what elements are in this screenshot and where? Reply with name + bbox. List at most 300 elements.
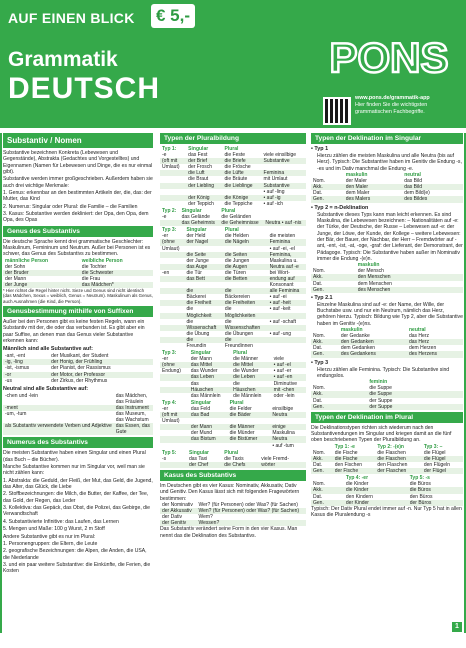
- table-cell: das Auge: [184, 264, 222, 270]
- table-cell: die Chefs: [222, 462, 259, 468]
- table-cell: Typ 2: -(e)n: [377, 443, 404, 450]
- plural-declension-table: [311, 444, 463, 474]
- table-cell: Typ 1:: [162, 146, 177, 152]
- brand-text: PONS: [329, 34, 449, 81]
- table-cell: alle Feminina: [268, 288, 306, 294]
- table-cell: Feminina: [268, 239, 306, 245]
- table-cell: die Männer: [233, 356, 259, 363]
- table-cell: -ant, -ent: [5, 353, 26, 360]
- table-cell: maskulin: [345, 172, 368, 179]
- section-body: Die Deklinationstypen richten sich wiederum nach den Substantivendungen im Singular und kriegen damit an die fünf oben beschriebenen Typen der Pluralbildung an.: [311, 424, 452, 444]
- table-cell: die: [223, 337, 268, 343]
- table-cell: • auf -tum: [272, 442, 294, 449]
- table-cell: wörter: [259, 462, 306, 468]
- table-row: [311, 351, 463, 357]
- table-cell: • auf -ei: [269, 294, 287, 301]
- table-cell: der Büros: [408, 500, 463, 506]
- table-cell: -or: [3, 372, 49, 378]
- table-row: [3, 393, 153, 405]
- table-cell: -e: [162, 152, 167, 159]
- table-cell: [160, 393, 189, 399]
- table-row: [3, 378, 153, 384]
- table-cell: Akk.: [311, 391, 367, 397]
- table-cell: den Kindern: [345, 493, 373, 500]
- table-cell: den Büros: [409, 493, 433, 500]
- table-row: [160, 201, 306, 207]
- table-cell: die Tochter: [81, 263, 107, 270]
- table-cell: des Herzens: [407, 351, 463, 357]
- table-cell: • auf -ei, -el: [269, 245, 295, 252]
- table-cell: die Jungen: [224, 257, 250, 264]
- table-cell: die Flaschen: [377, 449, 406, 456]
- plural-type-table: [160, 227, 306, 349]
- table-cell: der Frosch: [188, 164, 213, 171]
- table-row: [311, 196, 463, 202]
- table-cell: die Luft: [186, 170, 222, 176]
- table-cell: endung auf: [268, 276, 306, 282]
- table-cell: das Mädchen*: [80, 282, 153, 288]
- column-3: [311, 133, 463, 518]
- type-label: • Typ 2 = n-Deklination: [311, 204, 369, 211]
- table-cell: der Nominativ: [162, 501, 193, 508]
- table-cell: die meisten: [269, 233, 296, 240]
- table-cell: Endung): [162, 368, 181, 375]
- table-cell: Dat.: [313, 462, 323, 469]
- table-cell: der Motor, der Professor: [49, 372, 153, 378]
- table-cell: Typ 4:: [162, 399, 177, 406]
- table-cell: mit -chen: [272, 387, 306, 393]
- table-cell: Plural: [221, 207, 236, 214]
- table-cell: das Bild: [404, 178, 423, 185]
- table-cell: [160, 462, 187, 468]
- table-cell: der Suppe: [367, 404, 463, 410]
- table-cell: der Mann: [189, 424, 228, 430]
- table-cell: der Gedanke: [340, 333, 370, 340]
- genus-table: [3, 258, 153, 288]
- table-cell: die Augen: [223, 264, 268, 270]
- table-cell: der Dativ: [162, 514, 183, 521]
- paragraph: Andere Substantive gibt es nur im Plural:: [3, 533, 96, 540]
- table-cell: das Bad: [189, 412, 228, 418]
- qr-code-icon[interactable]: [323, 97, 351, 125]
- table-cell: (oft mit: [160, 412, 189, 418]
- table-cell: die Büros: [408, 487, 463, 493]
- table-cell: das Herz: [407, 339, 463, 345]
- table-cell: Wer? (für Personen) oder Was? (für Sachen): [198, 501, 298, 508]
- table-cell: die: [224, 318, 232, 325]
- table-cell: -er: [162, 405, 169, 412]
- table-cell: das Fest: [188, 152, 208, 159]
- table-cell: [160, 201, 186, 207]
- table-cell: die Leben: [231, 374, 272, 380]
- paragraph: 3. und ein paar weitere Substantive: die Einkünfte, die Ferien, die Kosten: [3, 561, 151, 575]
- table-cell: die Männlein: [233, 392, 262, 399]
- table-cell: Maskulina u.: [269, 257, 298, 264]
- table-cell: die Flügel: [422, 456, 463, 462]
- table-cell: • auf -ig: [262, 195, 306, 201]
- table-cell: die Briefe: [223, 158, 262, 164]
- table-row: [311, 287, 463, 293]
- plural-type-table: [160, 400, 306, 449]
- table-cell: Nom.: [313, 268, 325, 275]
- table-cell: das Instrument: [114, 405, 153, 411]
- table-cell: maskulin: [340, 327, 363, 334]
- table-cell: der Mund: [190, 430, 213, 437]
- type-text: Hierzu zählen alle Feminina. Typisch: Die Substantive sind endungslos.: [317, 366, 450, 379]
- table-cell: den Flaschen: [377, 462, 408, 469]
- table-cell: Substantive: [262, 183, 306, 189]
- table-cell: die Suppe: [369, 385, 392, 392]
- table-cell: das Männlein: [190, 392, 221, 399]
- table-cell: dem Herzen: [408, 345, 437, 352]
- table-cell: die Frösche: [224, 164, 251, 171]
- table-cell: Typ 2:: [162, 207, 177, 214]
- table-cell: die Fische: [333, 456, 376, 462]
- table-cell: -en: [162, 269, 170, 276]
- table-cell: Akk.: [311, 184, 344, 190]
- table-cell: [160, 343, 184, 349]
- subsection-title: Neutral sind alle Substantive auf:: [3, 385, 89, 392]
- table-cell: die Geheimnisse: [219, 220, 263, 226]
- table-cell: der Honig, der Frühling: [49, 359, 153, 365]
- promo-url[interactable]: www.pons.de/grammatik-app: [355, 95, 430, 101]
- page-number: 1: [452, 622, 462, 632]
- pons-logo: [323, 26, 455, 88]
- footnote: * Hier richtet die Regel hinter nicht. Sieze und Genus sind nicht identisch (das Mädchen, Sexus = weiblich, Genus = Neutrum). Maskulinum als Genus, auch Ausnahmen (die Kind, die Person).: [3, 288, 153, 304]
- series-label: AUF EINEN BLICK: [8, 10, 135, 26]
- table-cell: das Geheimnis: [180, 220, 220, 226]
- plural-types: [160, 146, 306, 468]
- table-cell: den Maler: [344, 184, 402, 190]
- table-cell: Substantive: [262, 158, 306, 164]
- table-cell: die Tür: [186, 269, 202, 276]
- table-cell: -er: [162, 356, 169, 363]
- table-cell: Wessen?: [196, 520, 306, 526]
- table-cell: viele einsilbige: [263, 152, 297, 159]
- declension-table: [311, 172, 463, 202]
- section-body: [3, 150, 153, 224]
- table-cell: dem Menschen: [357, 280, 392, 287]
- table-cell: das Bistum: [189, 436, 228, 442]
- table-cell: Nom.: [313, 481, 325, 488]
- table-cell: [228, 443, 271, 449]
- table-cell: der Genitiv: [160, 520, 196, 526]
- table-cell: Plural: [229, 399, 244, 406]
- table-cell: die Kinder: [344, 487, 408, 493]
- table-cell: Dat.: [313, 345, 323, 352]
- table-cell: Singular: [188, 449, 209, 456]
- table-cell: [160, 443, 189, 449]
- table-cell: einsilbige: [272, 405, 294, 412]
- table-cell: [160, 220, 180, 226]
- table-cell: Singular: [181, 207, 202, 214]
- table-cell: (oft mit: [160, 158, 186, 164]
- table-cell: das Gelände: [181, 214, 210, 221]
- table-cell: oder -lein: [273, 392, 295, 399]
- table-cell: Nom.: [313, 385, 325, 392]
- table-cell: • auf -ling: [263, 188, 285, 195]
- table-cell: Singular: [190, 399, 211, 406]
- column-2: [160, 133, 306, 539]
- table-cell: der Fische: [333, 468, 376, 474]
- table-cell: das Bild: [402, 184, 463, 190]
- type-label: • Typ 1: [311, 146, 329, 152]
- table-cell: das Bett: [184, 276, 222, 282]
- table-cell: mit Umlaut: [263, 176, 288, 183]
- table-cell: -us: [5, 377, 12, 384]
- table-cell: des Gedankens: [339, 351, 407, 357]
- table-cell: Akk.: [311, 274, 356, 280]
- table-row: [3, 411, 153, 423]
- table-cell: der Mann: [5, 276, 27, 283]
- page-title: Grammatik: [8, 48, 118, 71]
- table-cell: die Flaschen: [375, 456, 421, 462]
- plural-type-table: [160, 450, 306, 468]
- table-cell: -ment: [3, 405, 114, 411]
- table-cell: Umlaut): [162, 418, 180, 425]
- table-row: [160, 443, 306, 449]
- table-cell: die: [186, 318, 194, 325]
- table-cell: der Kinder: [344, 500, 408, 506]
- table-cell: die Bistümer: [228, 436, 271, 442]
- table-cell: Gen.: [311, 351, 339, 357]
- table-cell: die: [223, 288, 268, 294]
- table-cell: Nom.: [313, 178, 325, 185]
- table-cell: Singular: [186, 227, 207, 234]
- table-cell: -er: [162, 233, 169, 240]
- table-cell: die Mittel: [231, 362, 272, 368]
- table-cell: die Büros: [409, 481, 431, 488]
- table-cell: Diminutive: [273, 380, 298, 387]
- table-cell: der Junge: [3, 282, 80, 288]
- table-cell: das Wunder: [190, 368, 218, 375]
- table-cell: die Fische: [334, 449, 358, 456]
- table-cell: der Mann: [190, 356, 212, 363]
- column-1: [3, 133, 153, 576]
- table-cell: den Flügeln: [423, 462, 450, 469]
- table-cell: der Junge: [186, 257, 209, 264]
- table-cell: -ig, -ling: [3, 359, 49, 365]
- table-row: [311, 404, 463, 410]
- table-row: [3, 423, 153, 435]
- plural-type-table: [160, 208, 306, 226]
- table-cell: Dat.: [313, 190, 323, 197]
- table-cell: Singular: [188, 146, 209, 152]
- type-label: • Typ 3: [311, 359, 329, 366]
- table-cell: Konsonant: [269, 282, 294, 289]
- table-cell: Typ 5:: [162, 449, 177, 456]
- table-cell: Dat.: [313, 397, 323, 404]
- table-cell: -e: [162, 214, 167, 221]
- table-cell: des Bildes: [402, 196, 463, 202]
- table-cell: die Felder: [229, 405, 252, 412]
- plural-type-table: [160, 350, 306, 399]
- table-cell: Feminina,: [268, 252, 306, 258]
- plural-declension-table: [311, 475, 463, 505]
- table-cell: die Seiten: [223, 252, 268, 258]
- table-cell: die: [233, 380, 240, 387]
- table-cell: Nom.: [313, 449, 325, 456]
- table-cell: die Taxis: [224, 455, 244, 462]
- section-heading: Kasus des Substantivs: [160, 470, 306, 481]
- type-text: Substantive dieses Typs kann man leicht erkennen. Es sind Maskulina, die Lebewesen bezeichnen: – Nationalitäten auf -e: der Türke, der Deutsche, der Russe – Lebewesen auf -e: der Junge, der Löwe, der Kunde, der Kollege – weitere Lebewesen: der Bär, der Bauer, der Nachbar, der Herr – Fremdwörter auf -ant, -ent, -ist, -at, -oge, -graf: der Lieferant, der Demonstrant, der Pädagoge. Typisch: Die Substantive haben außer im Nominativ immer die Endung -(e)n.: [317, 211, 463, 262]
- table-cell: der Liebling: [186, 183, 222, 189]
- table-cell: die Flügel: [423, 449, 446, 456]
- table-cell: das: [190, 380, 199, 387]
- table-cell: Dat.: [313, 280, 323, 287]
- table-cell: Wen? (für Personen) oder Was? (für Sachen): [196, 508, 306, 514]
- table-cell: die Suppe: [367, 391, 463, 397]
- table-cell: die Teppiche: [224, 200, 253, 207]
- section-heading: Genusbestimmung mithilfe von Suffixen: [3, 306, 153, 317]
- table-cell: das Mittel: [189, 362, 231, 368]
- table-cell: das Taxi: [188, 455, 208, 462]
- table-row: [160, 220, 306, 226]
- promo-box: [355, 95, 463, 116]
- table-cell: Neutra: [270, 436, 306, 442]
- table-cell: (ohne: [160, 239, 184, 245]
- table-cell: die Übung: [186, 330, 210, 337]
- table-cell: Freundin: [186, 343, 207, 349]
- table-cell: der Teppich: [188, 200, 214, 207]
- paragraph: 1. Abstrakta: die Geduld, der Fleiß, der Mut, das Geld, die Jugend, das Alter, das Glück, die Liebe: [3, 477, 153, 491]
- table-cell: Freundinnen: [224, 343, 253, 349]
- promo-text: Hier finden Sie die wichtigsten grammatischen Fachbegriffe.: [355, 102, 428, 115]
- table-cell: die Lieblinge: [223, 183, 262, 189]
- table-cell: [268, 343, 306, 349]
- table-cell: Häuschen: [231, 387, 272, 393]
- table-cell: das Feld: [190, 405, 211, 412]
- left-border: [0, 133, 2, 633]
- table-cell: (ohne: [160, 362, 189, 368]
- table-cell: die Bäder: [228, 412, 271, 418]
- table-cell: Bäckereien: [224, 294, 250, 301]
- table-cell: Möglichkeiten: [223, 313, 268, 319]
- table-cell: die Seite: [184, 252, 222, 258]
- table-cell: die Männer: [228, 424, 271, 430]
- table-cell: dem Maler: [345, 190, 370, 197]
- kasus-table: [160, 502, 306, 526]
- table-cell: den Gedanken: [339, 339, 407, 345]
- table-cell: die Geländen: [221, 214, 252, 221]
- table-cell: männliche Person: [5, 257, 49, 264]
- section-body: Typisch: Der Dativ Plural endet immer auf -n. Nur Typ 5 hat in allen Kasus die Pluralendung -s: [311, 505, 462, 519]
- table-cell: die Schwester: [80, 270, 153, 276]
- suffix-table: [3, 393, 153, 436]
- table-cell: Feminina: [262, 170, 306, 176]
- table-cell: der Mensch: [357, 268, 384, 275]
- table-cell: der Zirkus, der Rhythmus: [51, 377, 108, 384]
- table-cell: der Musikant, der Student: [51, 353, 109, 360]
- table-cell: -um, -tum: [5, 411, 27, 418]
- table-cell: die Freiheiten: [223, 300, 268, 306]
- table-cell: das Museum, das Wachstum: [115, 411, 149, 424]
- table-cell: Gen.: [311, 468, 333, 474]
- table-cell: Umlaut): [162, 164, 180, 171]
- table-cell: -s: [162, 455, 167, 462]
- section-heading: Typen der Deklination im Plural: [311, 412, 463, 423]
- table-cell: den Menschen: [356, 274, 463, 280]
- table-cell: Neutra: [270, 412, 306, 418]
- declension-table: [311, 379, 463, 409]
- table-cell: • auf -er: [273, 368, 292, 375]
- section-body: Das Substantiv verändert seine Form in den vier Kasus. Man nennt das die Deklination des Substantivs.: [160, 526, 298, 539]
- table-cell: Häuschen: [189, 387, 231, 393]
- section-body: Im Deutschen gibt es vier Kasus: Nominativ, Akkusativ, Dativ und Genitiv. Den Kasus lässt sich mit folgenden Fragewörtern bestimmen:: [160, 482, 300, 502]
- table-cell: Bäckerei: [186, 294, 206, 301]
- table-cell: der Suppe: [369, 397, 393, 404]
- table-cell: viele: [273, 356, 284, 363]
- table-cell: Plural: [224, 227, 239, 234]
- paragraph: 2. Stoffbezeichnungen: die Milch, die Butter, der Kaffee, der Tee, das Gold, der Regen, das Leder: [3, 491, 149, 504]
- table-cell: Typ 4: -er: [345, 475, 369, 482]
- table-row: [311, 468, 463, 474]
- table-cell: • auf -en: [272, 374, 306, 380]
- table-cell: die Frau: [81, 276, 101, 283]
- table-cell: • auf -ung: [269, 330, 292, 337]
- table-cell: neutral: [404, 172, 421, 179]
- table-cell: • auf -ich: [263, 200, 284, 207]
- table-cell: Akk.: [311, 339, 339, 345]
- declension-table: [311, 262, 463, 292]
- table-cell: die Lüfte: [223, 170, 262, 176]
- table-cell: • auf -schaft: [269, 318, 297, 325]
- table-cell: Wem?: [198, 514, 213, 521]
- header-banner: [0, 0, 466, 128]
- table-cell: Typ 3:: [162, 227, 177, 234]
- table-cell: feminin: [369, 379, 388, 386]
- table-cell: die Wunder: [233, 368, 259, 375]
- table-cell: -chen und -lein: [5, 392, 39, 399]
- table-cell: Wissenschaft: [184, 325, 222, 331]
- table-cell: die Bräute: [224, 176, 248, 183]
- table-cell: Typ 3:: [162, 350, 177, 357]
- table-cell: Neutra • auf -nis: [263, 220, 306, 226]
- table-cell: die Türen: [224, 269, 246, 276]
- table-cell: Möglichkeit: [184, 313, 222, 319]
- suffix-table: [3, 353, 153, 383]
- table-cell: des Menschen: [356, 287, 463, 293]
- table-cell: die Helden: [224, 233, 249, 240]
- section-heading: Genus des Substantivs: [3, 226, 153, 237]
- table-cell: der Flaschen: [375, 468, 421, 474]
- table-cell: dem Bild(e): [404, 190, 430, 197]
- table-cell: der Akkusativ: [160, 508, 196, 514]
- table-cell: • auf -heit: [268, 300, 306, 306]
- table-cell: Maskulina: [272, 430, 295, 437]
- table-cell: die Münder: [229, 430, 255, 437]
- table-cell: die: [224, 306, 232, 313]
- paragraph: 1. Genus: erkennbar an den bestimmten Artikeln der, die, das: der Mutter, das Kind: [3, 190, 152, 203]
- table-cell: des Malers: [344, 196, 402, 202]
- table-cell: Dat.: [313, 493, 323, 500]
- table-cell: den Fischen: [334, 462, 363, 469]
- table-cell: viele Fremd-: [261, 455, 290, 462]
- table-cell: der Pianist, der Rassismus: [51, 365, 111, 372]
- table-cell: Gen.: [311, 196, 344, 202]
- price-tag: € 5,-: [151, 4, 195, 28]
- table-cell: • auf -el: [272, 362, 306, 368]
- table-row: [160, 462, 306, 468]
- section-heading: Numerus des Substantivs: [3, 437, 153, 448]
- table-cell: Gen.: [311, 500, 344, 506]
- table-cell: die Braut: [188, 176, 209, 183]
- paragraph: Manche Substantive kommen nur im Singular vor, weil man sie nicht zählen kann:: [3, 464, 145, 477]
- table-cell: der Brief: [186, 158, 222, 164]
- table-cell: die Könige: [223, 195, 262, 201]
- table-cell: maskulin: [357, 262, 380, 269]
- paragraph: 4. Substantivierte Infinitive: das Laufen, das Lernen: [3, 518, 119, 525]
